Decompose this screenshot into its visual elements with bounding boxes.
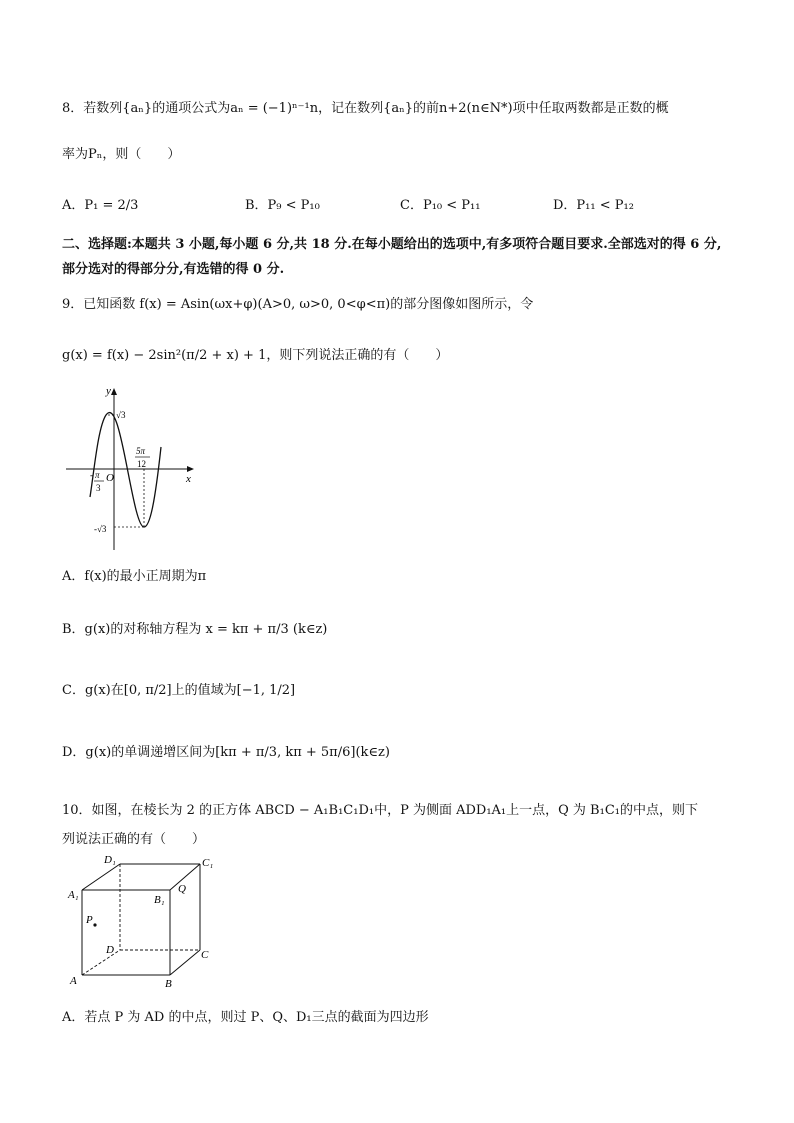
q8-option-a: A．P₁ = 2/3 bbox=[62, 198, 139, 213]
section-heading: 二、选择题:本题共 3 小题,每小题 6 分,共 18 分.在每小题给出的选项中,有多项符合题目要求.全部选对的得 6 分,部分选对的得部分分,有选错的得 0 分. bbox=[62, 237, 722, 277]
sine-graph-figure bbox=[60, 382, 200, 554]
label-a: A bbox=[70, 975, 77, 987]
left-label-num: π bbox=[95, 470, 100, 480]
q9-line1: 9．已知函数 f(x) = Asin(ωx+φ)(A>0, ω>0, 0<φ<π)的部分图像如图所示，令 bbox=[62, 297, 534, 312]
label-d: D bbox=[106, 944, 114, 956]
label-a1: A₁ bbox=[68, 889, 79, 901]
q9-option-d: D．g(x)的单调递增区间为[kπ + π/3, kπ + 5π/6](k∈z) bbox=[62, 745, 390, 760]
min-label: -√3 bbox=[94, 524, 107, 534]
y-axis-arrow bbox=[111, 388, 117, 395]
label-q: Q bbox=[178, 883, 186, 895]
q8-option-b: B．P₉ < P₁₀ bbox=[245, 198, 320, 213]
point-p bbox=[93, 923, 96, 926]
right-label-den: 12 bbox=[137, 459, 146, 469]
x-label: x bbox=[186, 473, 191, 485]
y-label: y bbox=[106, 385, 111, 397]
edge-bc bbox=[170, 950, 200, 975]
label-b1: B₁ bbox=[154, 894, 165, 906]
left-label-sign: - bbox=[90, 470, 93, 480]
right-label-num: 5π bbox=[136, 446, 146, 456]
q8-option-d: D．P₁₁ < P₁₂ bbox=[553, 198, 634, 213]
max-label: √3 bbox=[116, 410, 126, 420]
q9-option-a: A．f(x)的最小正周期为π bbox=[62, 569, 207, 584]
q8-option-c: C．P₁₀ < P₁₁ bbox=[400, 198, 481, 213]
q9-option-c: C．g(x)在[0, π/2]上的值域为[−1, 1/2] bbox=[62, 683, 296, 698]
label-p: P bbox=[86, 914, 93, 926]
label-b: B bbox=[165, 978, 172, 990]
q8-line1: 8．若数列{aₙ}的通项公式为aₙ = (−1)ⁿ⁻¹n，记在数列{aₙ}的前n+2(n∈N*)项中任取两数都是正数的概 bbox=[62, 101, 669, 116]
sine-curve bbox=[90, 413, 161, 527]
label-d1: D₁ bbox=[104, 854, 116, 866]
left-label-den: 3 bbox=[96, 483, 101, 493]
edge-ad bbox=[82, 950, 120, 975]
q9-line2: g(x) = f(x) − 2sin²(π/2 + x) + 1，则下列说法正确的有（ ） bbox=[62, 348, 449, 363]
label-c: C bbox=[201, 949, 209, 961]
edge-a1d1 bbox=[82, 864, 120, 890]
label-c1: C₁ bbox=[202, 857, 214, 869]
q8-line2: 率为Pₙ，则（ ） bbox=[62, 147, 181, 162]
q10-line1: 10．如图，在棱长为 2 的正方体 ABCD − A₁B₁C₁D₁中，P 为侧面 ADD₁A₁上一点，Q 为 B₁C₁的中点，则下 bbox=[62, 803, 698, 818]
x-axis-arrow bbox=[187, 466, 194, 472]
cube-figure bbox=[60, 852, 220, 992]
q10-line2: 列说法正确的有（ ） bbox=[62, 832, 206, 847]
q9-option-b: B．g(x)的对称轴方程为 x = kπ + π/3 (k∈z) bbox=[62, 622, 328, 637]
origin-label: O bbox=[106, 472, 114, 484]
q10-option-a: A．若点 P 为 AD 的中点，则过 P、Q、D₁三点的截面为四边形 bbox=[62, 1010, 429, 1025]
